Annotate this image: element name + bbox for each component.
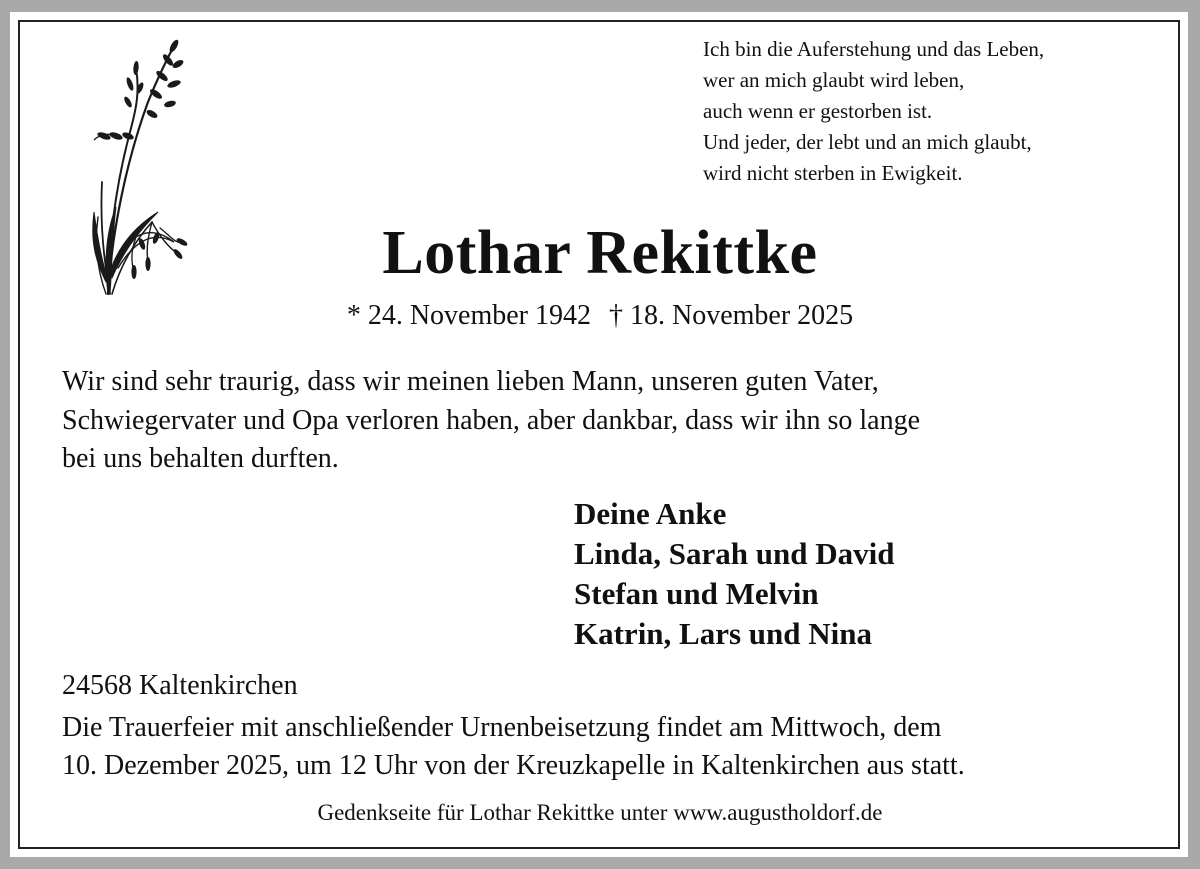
- life-dates: [0, 300, 1200, 332]
- message-line: bei uns behalten durften.: [62, 443, 339, 474]
- verse-line: Und jeder, der lebt und an mich glaubt,: [703, 130, 1032, 154]
- bible-verse: [703, 34, 1044, 189]
- mourner-name: Linda, Sarah und David: [574, 536, 895, 571]
- mourner-name: Deine Anke: [574, 496, 727, 531]
- verse-line: auch wenn er gestorben ist.: [703, 99, 933, 123]
- message-line: Wir sind sehr traurig, dass wir meinen lieben Mann, unseren guten Vater,: [62, 366, 879, 397]
- funeral-line: 10. Dezember 2025, um 12 Uhr von der Kreuzkapelle in Kaltenkirchen aus statt.: [62, 750, 965, 781]
- memorial-page-note: Gedenkseite für Lothar Rekittke unter www.augustholdorf.de: [317, 800, 883, 825]
- funeral-info: [62, 709, 965, 785]
- mourners-list: [574, 494, 894, 654]
- mourner-name: Katrin, Lars und Nina: [574, 616, 873, 651]
- death-date: † 18. November 2025: [609, 300, 854, 331]
- place: 24568 Kaltenkirchen: [62, 670, 298, 701]
- verse-line: wird nicht sterben in Ewigkeit.: [703, 161, 963, 185]
- funeral-line: Die Trauerfeier mit anschließender Urnenbeisetzung findet am Mittwoch, dem: [62, 712, 942, 743]
- message-line: Schwiegervater und Opa verloren haben, aber dankbar, dass wir ihn so lange: [62, 404, 921, 436]
- deceased-name: Lothar Rekittke: [382, 219, 818, 287]
- mourner-name: Stefan und Melvin: [574, 576, 819, 611]
- mourning-message: [62, 363, 920, 479]
- birth-date: * 24. November 1942: [346, 300, 591, 331]
- verse-line: Ich bin die Auferstehung und das Leben,: [703, 37, 1045, 61]
- verse-line: wer an mich glaubt wird leben,: [703, 68, 965, 92]
